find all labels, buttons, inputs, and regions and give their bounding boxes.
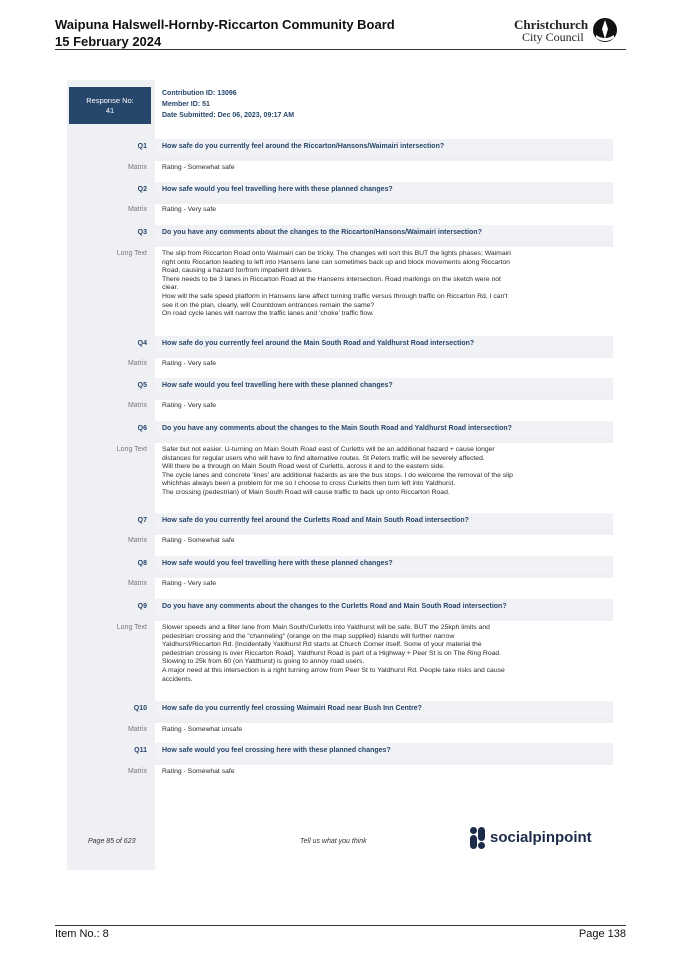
answer-line: There needs to be 3 lanes in Riccarton Road at the Hansens intersection. Road markings on the sketch were not: [162, 275, 501, 283]
council-logo: [514, 17, 626, 45]
answer-line: right onto Riccarton leading to left into Hansens lane can sometimes back up and block movements along Riccarton: [162, 258, 510, 266]
question-text: How safe would you feel travelling here with these planned changes?: [162, 186, 393, 193]
answer-text: [162, 446, 602, 498]
date-label: Date Submitted:: [162, 112, 216, 119]
answer-line: Slower speeds and a filter lane from Main South/Curletts into Yaldhurst will be safe. BUT the 25kph limits and: [162, 624, 490, 631]
question-row: [67, 517, 613, 535]
answer-line: The slip from Riccarton Road onto Waimairi can be tricky. The changes will sort this BUT the lights phases; Waimairi: [162, 250, 511, 257]
question-row: [67, 747, 613, 765]
answer-text: Rating - Very safe: [162, 580, 217, 587]
question-number: Q10: [133, 705, 147, 712]
answer-line: clear.: [162, 284, 179, 292]
question-number: Q8: [137, 560, 147, 567]
socialpinpoint-logo-icon: [470, 827, 486, 849]
answer-type: Matrix: [127, 726, 147, 733]
logo-line-1: Christchurch: [514, 17, 589, 32]
question-row: [67, 143, 613, 161]
answer-line: pedestrian crossing is over Riccarton Road]. Yaldhurst Road is part of a Highway + Peer St is on The Ring Road.: [162, 649, 502, 657]
question-text: How safe do you currently feel crossing Waimairi Road near Bush Inn Centre?: [162, 705, 422, 712]
question-text: How safe do you currently feel around the Riccarton/Hansons/Waimairi intersection?: [162, 143, 445, 150]
question-number: Q9: [137, 603, 147, 610]
answer-line: A major need at this intersection is a right turning arrow from Peer St to Yaldhurst Rd. People take risks and cause: [162, 666, 505, 674]
answer-text: Rating - Somewhat safe: [162, 537, 235, 544]
contribution-id: 13096: [217, 90, 237, 97]
answer-type: Matrix: [127, 360, 147, 367]
question-row: [67, 560, 613, 578]
answer-line: Yaldhurst/Riccarton Rd. [Incidentally Yaldhurst Rd starts at Church Corner itself. Some of your material the: [162, 641, 482, 649]
question-row: [67, 186, 613, 204]
answer-line: The cycle lanes and concrete 'lines' are additional hazards as are the bus stops. I do welcome the removal of the slip: [162, 471, 513, 479]
answer-line: Slowing to 25k from 60 (on Yaldhurst) is going to annoy road users.: [162, 658, 365, 666]
answer-line: Will there be a through on Main South Road west of Curletts, across it and to the eastern side.: [162, 463, 445, 471]
question-row: [67, 229, 613, 247]
response-label: Response No:: [86, 96, 134, 105]
response-meta: [162, 88, 294, 121]
question-row: [67, 705, 613, 723]
header-date: 15 February 2024: [55, 34, 162, 49]
question-text: How safe would you feel crossing here with these planned changes?: [162, 747, 391, 754]
answer-line: accidents.: [162, 675, 193, 683]
answer-text: Rating - Very safe: [162, 206, 217, 213]
question-number: Q7: [137, 517, 147, 524]
answer-line: How will the safe speed platform in Hansens lane affect turning traffic versus through traffic on Riccarton Rd. I can't: [162, 292, 508, 300]
answer-text: [162, 250, 602, 319]
question-text: How safe do you currently feel around the Main South Road and Yaldhurst Road intersection?: [162, 340, 475, 347]
question-text: Do you have any comments about the changes to the Riccarton/Hansons/Waimairi intersection?: [162, 229, 482, 236]
answer-text: Rating - Very safe: [162, 360, 217, 367]
answer-line: Safer but not easier. U-turning on Main South Road east of Curletts will be an additional hazard + cause longer: [162, 446, 495, 453]
tagline: Tell us what you think: [300, 838, 367, 845]
answer-line: The crossing (pedestrian) of Main South Road will cause traffic to back up onto Riccarton Road.: [162, 488, 450, 496]
answer-line: Road, causing a hazard for/from impatient drivers.: [162, 267, 313, 275]
response-number: 41: [105, 106, 115, 115]
answer-text: Rating - Somewhat unsafe: [162, 726, 243, 733]
answer-type: Long Text: [116, 624, 147, 631]
answer-type: Matrix: [127, 402, 147, 409]
question-number: Q3: [137, 229, 147, 236]
logo-line-2: City Council: [522, 30, 584, 44]
question-number: Q2: [137, 186, 147, 193]
question-text: Do you have any comments about the changes to the Curletts Road and Main South Road intersection?: [162, 603, 507, 610]
answer-line: whichhas always been a problem for me so I choose to cross Curletts then turn left into Yaldhurst.: [162, 480, 456, 488]
page-of-count: Page 85 of 623: [88, 838, 136, 845]
answer-type: Long Text: [116, 250, 147, 257]
answer-text: [162, 624, 602, 684]
socialpinpoint-brand: socialpinpoint: [490, 829, 592, 846]
header-rule: [55, 49, 626, 50]
question-text: How safe do you currently feel around the Curletts Road and Main South Road intersection?: [162, 517, 469, 524]
question-row: [67, 603, 613, 621]
answer-line: pedestrian crossing and the "channeling" (orange on the map supplied) islands will further narrow: [162, 632, 455, 640]
question-number: Q4: [137, 340, 147, 347]
question-text: Do you have any comments about the changes to the Main South Road and Yaldhurst Road intersection?: [162, 425, 512, 432]
answer-type: Matrix: [127, 580, 147, 587]
member-label: Member ID:: [162, 101, 201, 108]
answer-type: Matrix: [127, 537, 147, 544]
answer-text: Rating - Somewhat safe: [162, 768, 235, 775]
answer-line: On road cycle lanes will narrow the traffic lanes and 'choke' traffic flow.: [162, 310, 374, 318]
question-number: Q5: [137, 382, 147, 389]
question-number: Q11: [134, 747, 147, 754]
header-title: [55, 16, 395, 50]
answer-text: Rating - Very safe: [162, 402, 217, 409]
answer-type: Long Text: [116, 446, 147, 453]
question-row: [67, 425, 613, 443]
member-id: 51: [202, 101, 210, 108]
council-emblem-icon: [592, 17, 618, 45]
answer-line: see it on the plan, clearly, will Countdown entrances remain the same?: [162, 301, 375, 309]
answer-type: Matrix: [127, 768, 147, 775]
question-row: [67, 382, 613, 400]
footer-rule: [55, 925, 626, 926]
question-text: How safe would you feel travelling here with these planned changes?: [162, 560, 393, 567]
answer-type: Matrix: [127, 206, 147, 213]
response-number-box: [69, 87, 151, 124]
answer-line: distances for regular users who will have to find alternative routes. St Peters traffic will be severely affected.: [162, 454, 485, 462]
footer-item-number: Item No.: 8: [55, 928, 109, 940]
contribution-label: Contribution ID:: [162, 90, 216, 97]
question-number: Q6: [137, 425, 147, 432]
header-board-name: Waipuna Halswell-Hornby-Riccarton Community Board: [55, 17, 395, 32]
question-number: Q1: [137, 143, 147, 150]
answer-text: Rating - Somewhat safe: [162, 164, 235, 171]
answer-type: Matrix: [127, 164, 147, 171]
date-submitted: Dec 06, 2023, 09:17 AM: [217, 112, 295, 119]
footer-page-number: Page 138: [578, 928, 626, 940]
question-row: [67, 340, 613, 358]
question-text: How safe would you feel travelling here with these planned changes?: [162, 382, 393, 389]
